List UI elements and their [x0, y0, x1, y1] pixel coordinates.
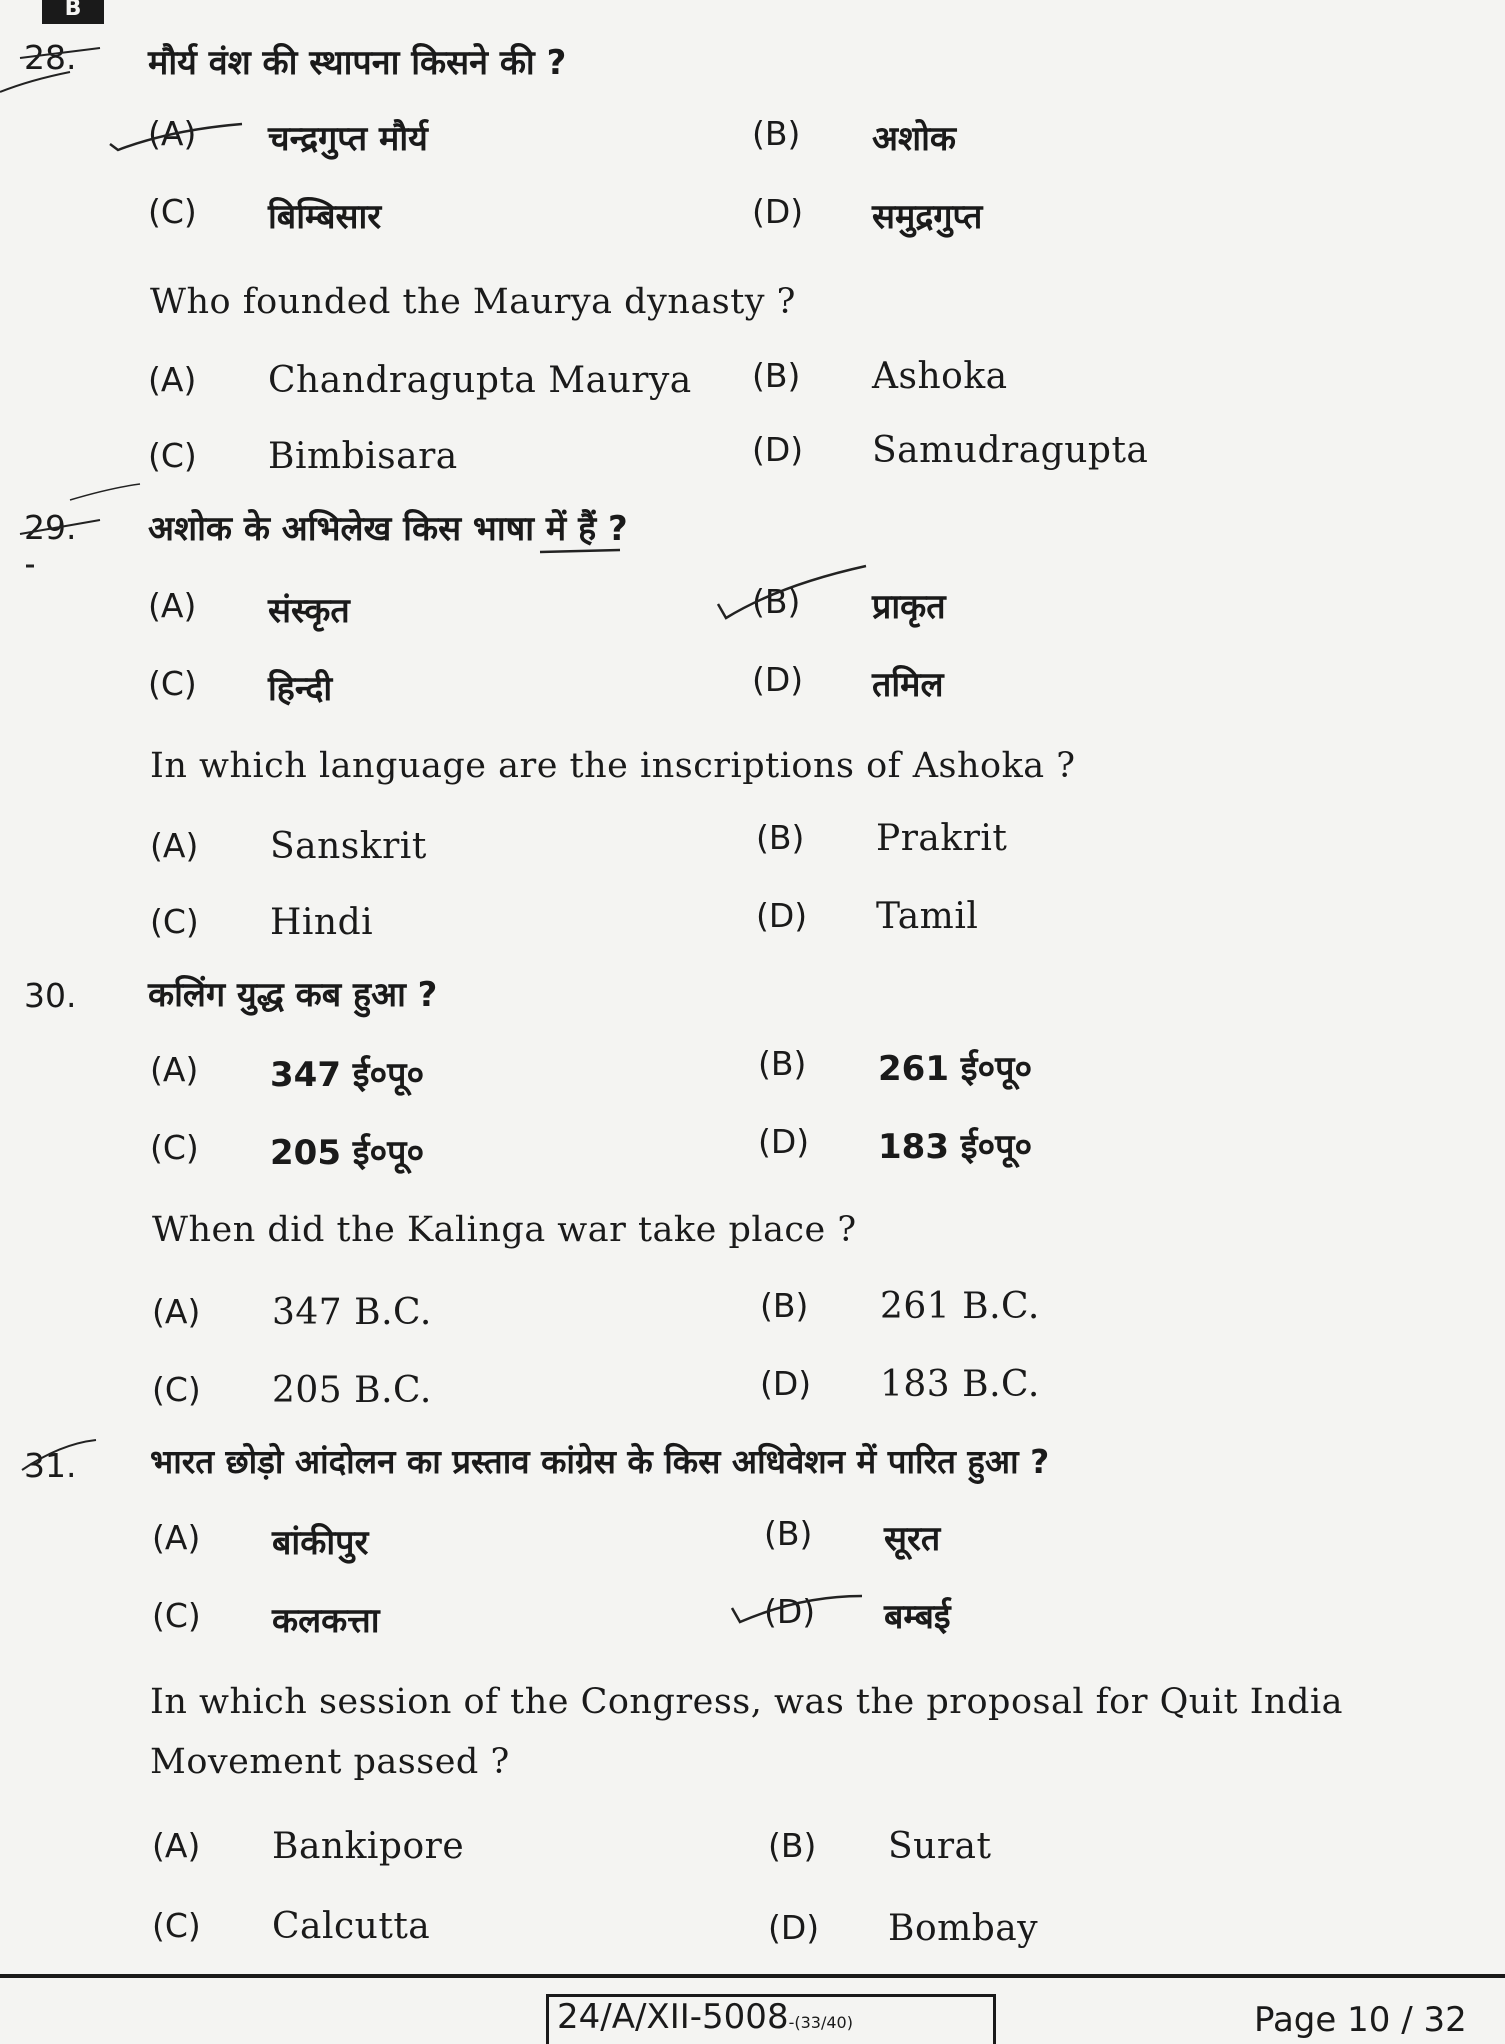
option-label: (B): [758, 1044, 807, 1083]
option-label: (D): [752, 660, 804, 699]
option-value: 347 ई०पू०: [270, 1055, 425, 1095]
page-number: Page 10 / 32: [1254, 2000, 1467, 2040]
option-value: 261 B.C.: [880, 1286, 1040, 1327]
underline-bhasha: [540, 550, 620, 552]
option-label: (B): [752, 114, 801, 153]
option-label: (D): [758, 1122, 810, 1161]
option-label: (A): [152, 1518, 201, 1557]
option-value: तमिल: [872, 665, 944, 705]
option-label: (B): [756, 818, 805, 857]
option-label: (A): [148, 586, 197, 625]
option-label: (C): [150, 1128, 199, 1167]
option-value: बांकीपुर: [272, 1523, 369, 1563]
paper-code: [546, 1994, 996, 2044]
option-label: (C): [150, 902, 199, 941]
option-value: संस्कृत: [268, 591, 350, 631]
option-value: Calcutta: [272, 1906, 431, 1947]
question-text-hindi: अशोक के अभिलेख किस भाषा में हैं ?: [148, 509, 628, 549]
set-label-badge: B: [42, 0, 104, 24]
paper-code-suffix: -(33/40): [788, 2013, 853, 2032]
option-value: Samudragupta: [872, 430, 1149, 471]
question-text-english: In which session of the Congress, was the proposal for Quit India Movement passed ?: [150, 1682, 1344, 1782]
footer-rule: [0, 1974, 1505, 1978]
option-label: (A): [152, 1826, 201, 1865]
option-value: अशोक: [872, 119, 957, 159]
option-label: (A): [150, 826, 199, 865]
option-value: Sanskrit: [270, 826, 427, 867]
option-label: (C): [148, 192, 197, 231]
option-value: समुद्रगुप्त: [872, 197, 983, 237]
question-text-english: In which language are the inscriptions of Ashoka ?: [150, 746, 1076, 786]
option-value: 183 B.C.: [880, 1364, 1040, 1405]
option-label: (A): [150, 1050, 199, 1089]
question-number: 30.: [24, 976, 77, 1015]
option-label: (B): [752, 356, 801, 395]
option-value: Tamil: [876, 896, 979, 937]
option-label: (D): [760, 1364, 812, 1403]
option-value: 261 ई०पू०: [878, 1049, 1033, 1089]
option-value: Bimbisara: [268, 436, 458, 477]
option-value: 205 ई०पू०: [270, 1133, 425, 1173]
option-value: चन्द्रगुप्त मौर्य: [268, 119, 428, 159]
option-value: Chandragupta Maurya: [268, 360, 692, 401]
option-value: कलकत्ता: [272, 1601, 380, 1641]
question-text-english: Who founded the Maurya dynasty ?: [150, 282, 796, 322]
question-number: 28.: [24, 38, 77, 77]
option-value: Bankipore: [272, 1826, 465, 1867]
option-label: (D): [764, 1592, 816, 1631]
option-label: (D): [768, 1908, 820, 1947]
paper-code-text: 24/A/XII-5008: [557, 1997, 789, 2037]
option-label: (B): [752, 582, 801, 621]
option-value: Surat: [888, 1826, 992, 1867]
option-label: (B): [768, 1826, 817, 1865]
question-number: 31.: [24, 1446, 77, 1485]
option-label: (C): [152, 1370, 201, 1409]
option-value: हिन्दी: [268, 669, 333, 709]
option-label: (D): [752, 192, 804, 231]
option-label: (D): [756, 896, 808, 935]
option-value: बम्बई: [884, 1597, 951, 1637]
option-value: सूरत: [884, 1519, 941, 1559]
option-label: (C): [148, 436, 197, 475]
option-value: 183 ई०पू०: [878, 1127, 1033, 1167]
question-number: 29.: [24, 508, 77, 547]
option-label: (A): [148, 114, 197, 153]
option-label: (C): [148, 664, 197, 703]
option-value: प्राकृत: [872, 587, 946, 627]
option-label: (D): [752, 430, 804, 469]
option-value: Hindi: [270, 902, 374, 943]
option-value: 347 B.C.: [272, 1292, 432, 1333]
option-label: (C): [152, 1906, 201, 1945]
option-value: Bombay: [888, 1908, 1039, 1949]
option-label: (A): [152, 1292, 201, 1331]
option-value: बिम्बिसार: [268, 197, 382, 237]
strike-mark-29-top: [70, 484, 140, 500]
option-label: (B): [760, 1286, 809, 1325]
option-value: Prakrit: [876, 818, 1008, 859]
question-text-english: When did the Kalinga war take place ?: [152, 1210, 857, 1250]
option-label: (B): [764, 1514, 813, 1553]
question-text-hindi: भारत छोड़ो आंदोलन का प्रस्ताव कांग्रेस के किस अधिवेशन में पारित हुआ ?: [150, 1442, 1050, 1481]
option-label: (C): [152, 1596, 201, 1635]
option-value: Ashoka: [872, 356, 1008, 397]
option-label: (A): [148, 360, 197, 399]
question-text-hindi: कलिंग युद्ध कब हुआ ?: [148, 975, 438, 1015]
option-value: 205 B.C.: [272, 1370, 432, 1411]
question-text-hindi: मौर्य वंश की स्थापना किसने की ?: [148, 43, 567, 83]
